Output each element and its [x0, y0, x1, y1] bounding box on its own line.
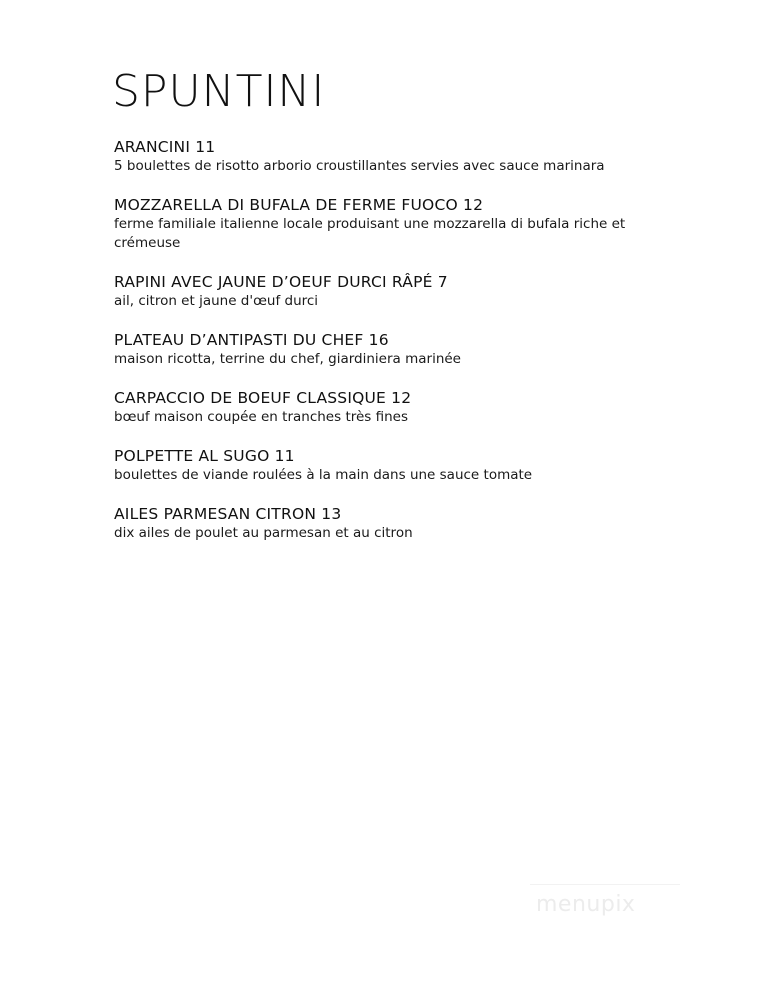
- item-name: CARPACCIO DE BOEUF CLASSIQUE 12: [114, 389, 412, 407]
- item-description: ferme familiale italienne locale produisant une mozzarella di bufala riche et crémeuse: [114, 216, 626, 251]
- item-description: 5 boulettes de risotto arborio croustillantes servies avec sauce marinara: [114, 158, 605, 174]
- menu-item-list: [114, 137, 674, 562]
- item-description: dix ailes de poulet au parmesan et au citron: [114, 525, 413, 541]
- menu-item: [114, 388, 674, 427]
- item-name: POLPETTE AL SUGO 11: [114, 447, 295, 465]
- menu-item: [114, 330, 674, 369]
- item-name: AILES PARMESAN CITRON 13: [114, 505, 342, 523]
- item-name: ARANCINI 11: [114, 138, 216, 156]
- item-description: ail, citron et jaune d'œuf durci: [114, 293, 319, 309]
- item-description: boulettes de viande roulées à la main dans une sauce tomate: [114, 467, 533, 483]
- watermark-logo: menupix: [536, 892, 636, 917]
- watermark-divider: [530, 884, 680, 885]
- item-name: PLATEAU D’ANTIPASTI DU CHEF 16: [114, 331, 389, 349]
- item-name: MOZZARELLA DI BUFALA DE FERME FUOCO 12: [114, 196, 484, 214]
- menu-item: [114, 137, 674, 176]
- item-description: maison ricotta, terrine du chef, giardiniera marinée: [114, 351, 461, 367]
- item-name: RAPINI AVEC JAUNE D’OEUF DURCI RÂPÉ 7: [114, 273, 448, 291]
- menu-item: [114, 446, 674, 485]
- item-description: bœuf maison coupée en tranches très fines: [114, 409, 409, 425]
- menu-item: [114, 504, 674, 543]
- menu-item: [114, 195, 674, 253]
- menu-item: [114, 272, 674, 311]
- page-title: SPUNTINI: [112, 66, 326, 117]
